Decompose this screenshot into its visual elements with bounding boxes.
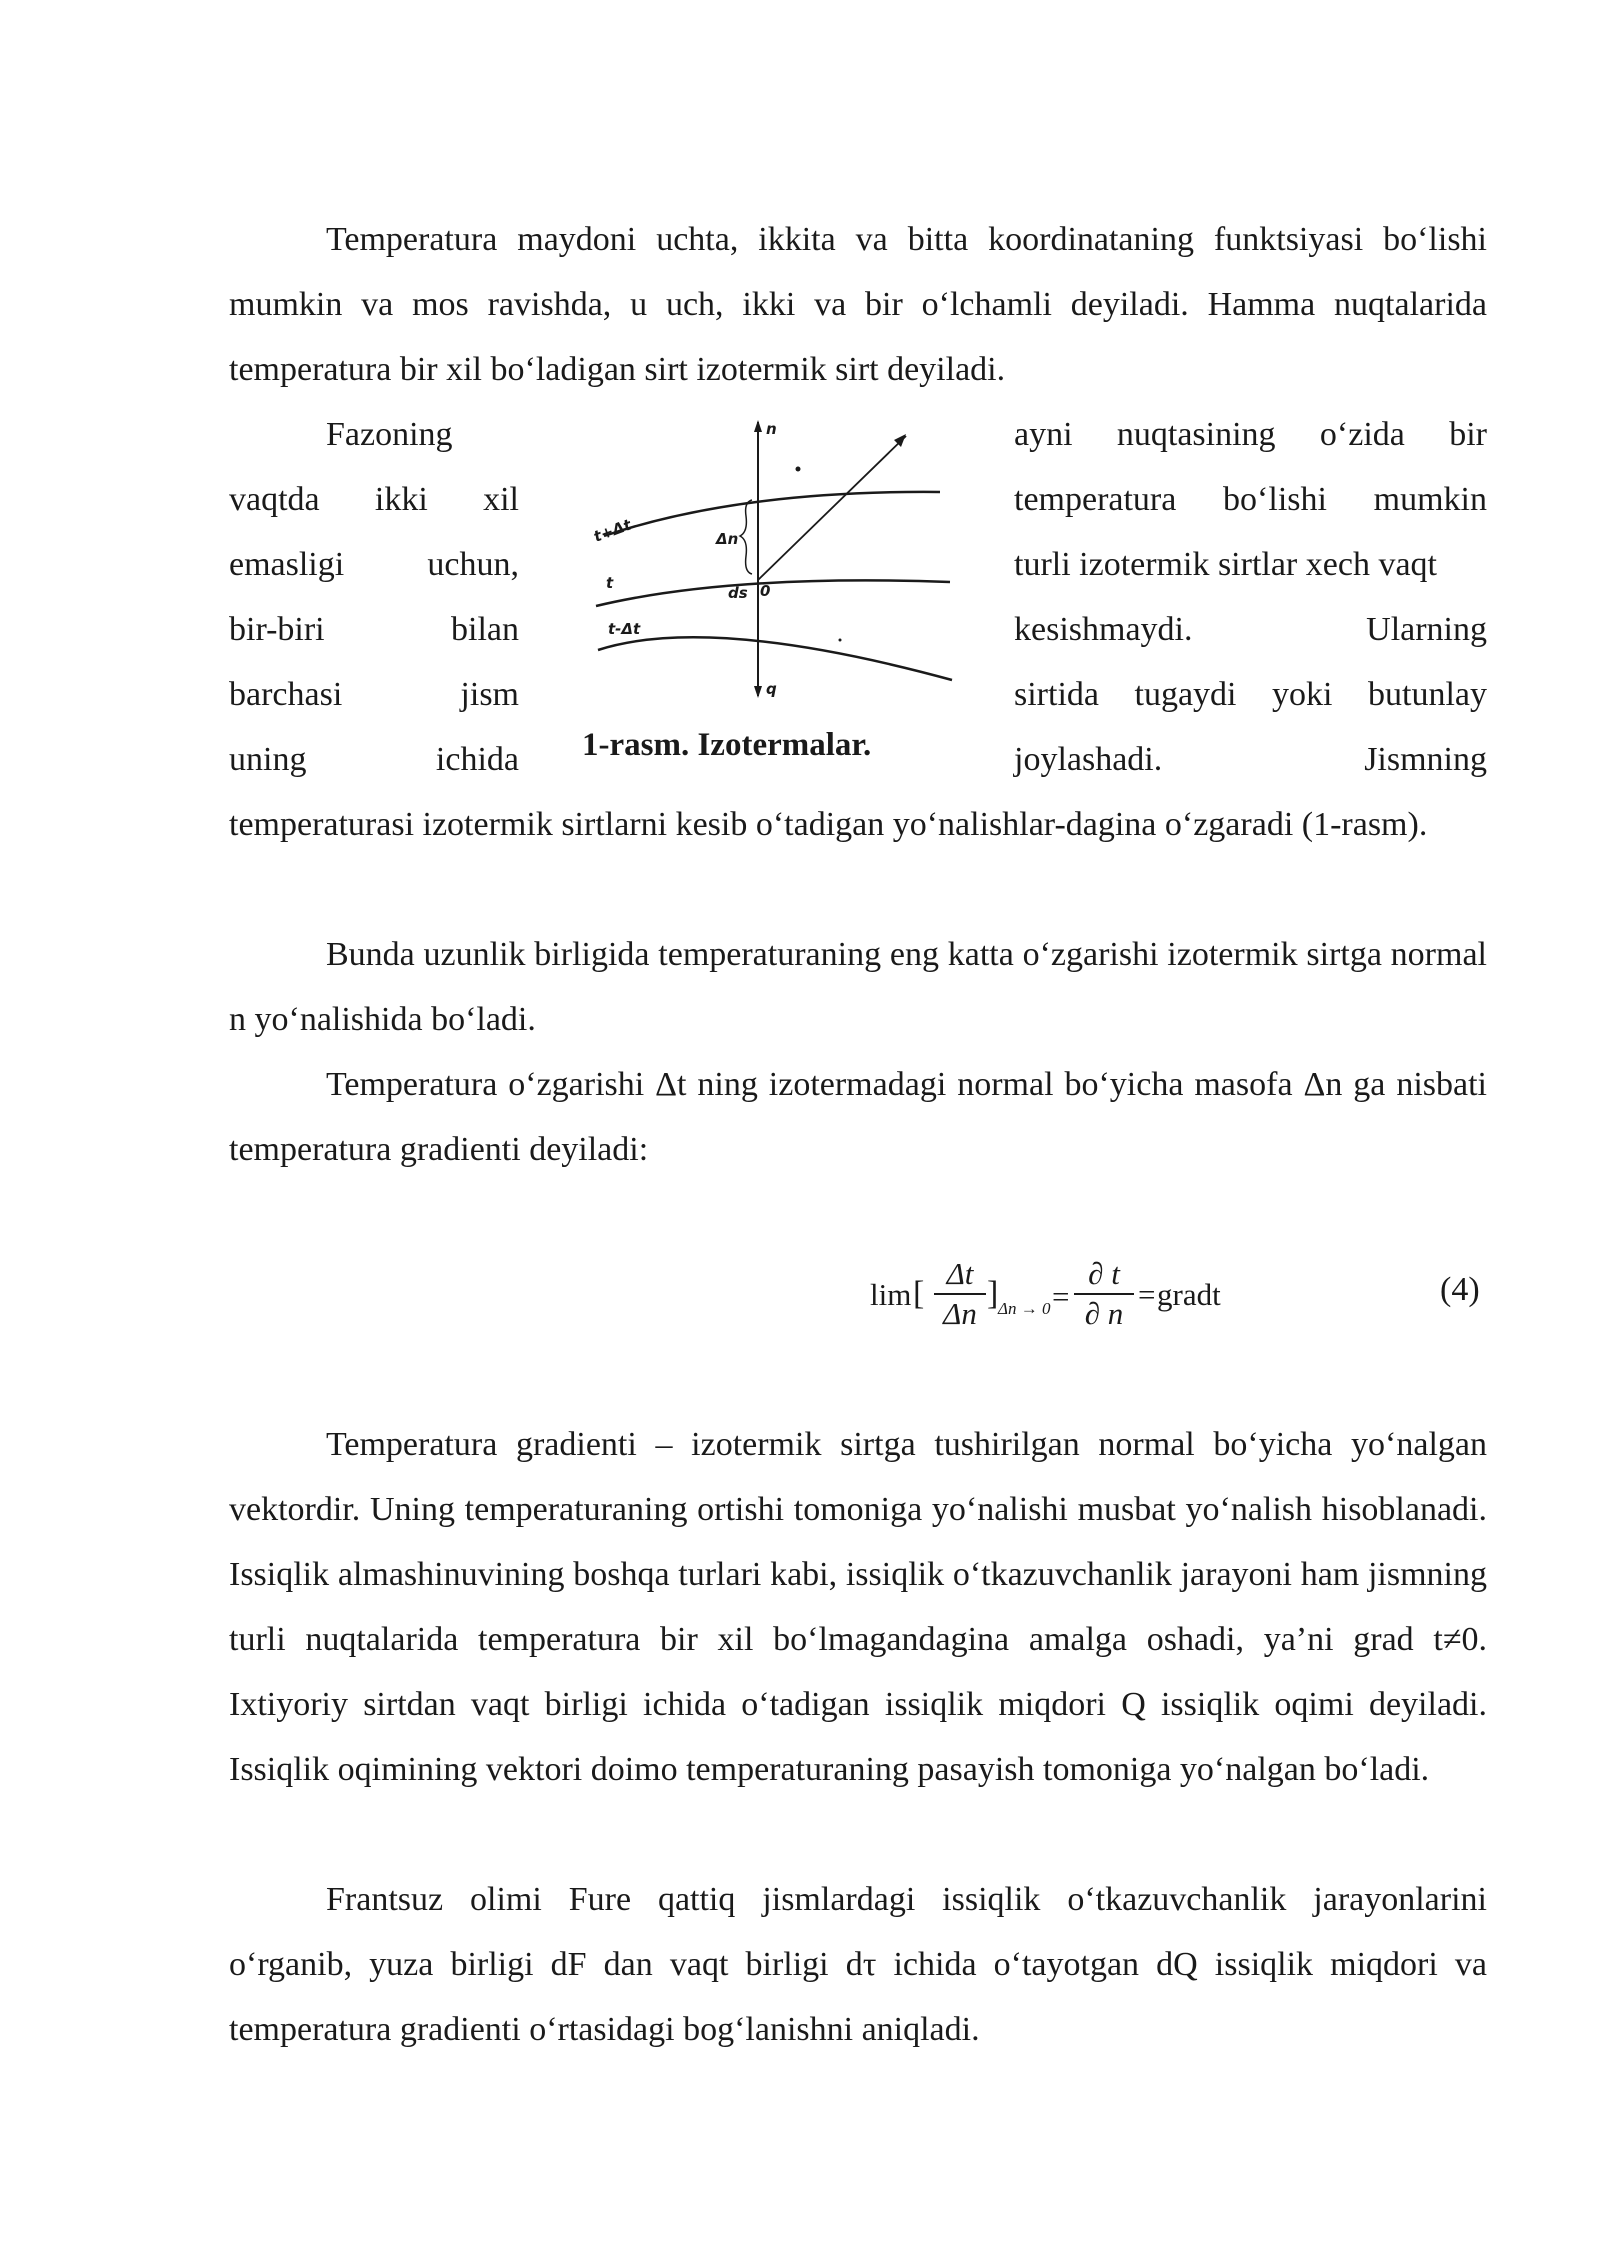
word: ichida: [435, 741, 519, 778]
word: nuqtasining: [1116, 416, 1276, 453]
word: temperatura: [1014, 481, 1177, 518]
left-row-5: [229, 662, 519, 727]
word: tugaydi: [1134, 676, 1237, 713]
fraction-numerator: ∂ t: [1088, 1256, 1120, 1291]
right-row-2: [1014, 467, 1487, 532]
right-row-6: [1014, 727, 1487, 792]
word: o‘zida: [1319, 416, 1405, 453]
formula-equals: =: [1138, 1277, 1156, 1312]
word: bilan: [451, 611, 519, 648]
word: Ularning: [1366, 611, 1487, 648]
label-delta-n: Δn: [716, 530, 739, 548]
fraction-denominator: ∂ n: [1084, 1296, 1124, 1331]
word: bo‘lishi: [1223, 481, 1327, 518]
left-row-1: [229, 402, 519, 467]
word: emasligi: [229, 546, 345, 583]
word: ikki: [374, 481, 428, 518]
isotherm-diagram: [560, 414, 980, 714]
word: bir: [1449, 416, 1487, 453]
n-arrowhead: [754, 420, 762, 432]
gradient-formula: [870, 1245, 1250, 1355]
paragraph-3: Bunda uzunlik birligida temperaturaning eng katta o‘zgarishi izotermik sirtga normal n yo‘nalishida bo‘ladi.: [229, 936, 1487, 1038]
point-mark: [839, 639, 842, 642]
word: jism: [460, 676, 519, 713]
fraction-numerator: Δt: [946, 1256, 974, 1291]
left-text-column: [229, 402, 519, 792]
label-n: n: [766, 420, 777, 438]
fraction-denominator: Δn: [943, 1296, 977, 1331]
word: xil: [483, 481, 519, 518]
formula-lim: lim: [870, 1277, 912, 1312]
paragraph-2-tail: temperaturasi izotermik sirtlarni kesib o‘tadigan yo‘nalishlar-dagina o‘zgaradi (1-rasm).: [229, 806, 1428, 843]
paragraph-4: Temperatura o‘zgarishi Δt ning izotermadagi normal bo‘yicha masofa Δn ga nisbati temperatura gradienti deyiladi:: [229, 1066, 1487, 1168]
word-group: turli izotermik sirtlar xech vaqt: [1014, 546, 1437, 583]
label-t-minus-delta: t-Δt: [608, 620, 641, 638]
paragraph-5: Temperatura gradienti – izotermik sirtga tushirilgan normal bo‘yicha yo‘nalgan vektordir. Uning temperaturaning ortishi tomoniga yo‘nalishi musbat yo‘nalish hisoblanadi. Issiqlik almashinuvining boshqa turlari kabi, issiqlik o‘tkazuvchanlik jarayoni ham jismning turli nuqtalarida temperatura bir xil bo‘lmagandagina amalga oshadi, ya’ni grad t≠0. Ixtiyoriy sirtdan vaqt birligi ichida o‘tadigan issiqlik miqdori Q issiqlik oqimi deyiladi. Issiqlik oqimining vektori doimo temperaturaning pasayish tomoniga yo‘nalgan bo‘ladi.: [229, 1426, 1487, 1788]
word: ayni: [1014, 416, 1073, 453]
paragraph-6: Frantsuz olimi Fure qattiq jismlardagi issiqlik o‘tkazuvchanlik jarayonlarini o‘rganib, yuza birligi dF dan vaqt birligi dτ ichida o‘tayotgan dQ issiqlik miqdori va temperatura gradienti o‘rtasidagi bog‘lanishni aniqladi.: [229, 1881, 1487, 2048]
label-origin: 0: [760, 582, 771, 600]
right-row-4: [1014, 597, 1487, 662]
label-q: q: [766, 680, 777, 698]
word: vaqtda: [229, 481, 320, 518]
diagonal-ray: [758, 436, 906, 580]
word: mumkin: [1373, 481, 1487, 518]
paragraph-1: Temperatura maydoni uchta, ikkita va bitta koordinataning funktsiyasi bo‘lishi mumkin va mos ravishda, u uch, ikki va bir o‘lchamli deyiladi. Hamma nuqtalarida temperatura bir xil bo‘ladigan sirt izotermik sirt deyiladi.: [229, 221, 1487, 388]
isotherm-middle-curve: [596, 580, 950, 606]
label-t-plus-delta: t+Δt: [591, 515, 634, 546]
word: joylashadi.: [1014, 741, 1163, 778]
left-row-6: [229, 727, 519, 792]
word: uning: [229, 741, 307, 778]
formula-equals: =: [1052, 1279, 1070, 1314]
figure-caption: 1-rasm. Izotermalar.: [582, 727, 872, 763]
isotherm-figure: [560, 414, 980, 714]
right-row-3: [1014, 532, 1487, 597]
word: uchun,: [427, 546, 519, 583]
formula-rhs: gradt: [1157, 1277, 1221, 1312]
q-arrowhead: [754, 686, 762, 698]
right-text-column: [1014, 402, 1487, 792]
delta-n-brace: [740, 500, 752, 574]
label-t: t: [606, 574, 614, 592]
right-row-1: [1014, 402, 1487, 467]
left-row-4: [229, 597, 519, 662]
point-mark: [796, 467, 801, 472]
word: bir-biri: [229, 611, 325, 648]
formula-close-bracket: ]: [987, 1275, 999, 1312]
formula-fraction-delta: [934, 1255, 986, 1333]
label-ds: ds: [728, 584, 748, 602]
isotherm-lower-curve: [598, 637, 952, 680]
word: barchasi: [229, 676, 343, 713]
word: sirtida: [1014, 676, 1099, 713]
word: butunlay: [1368, 676, 1487, 713]
equation-number: (4): [1440, 1271, 1480, 1308]
formula-open-bracket: [: [913, 1275, 925, 1312]
formula-limit-subscript: Δn → 0: [998, 1299, 1051, 1318]
left-row-3: [229, 532, 519, 597]
word: Jismning: [1364, 741, 1487, 778]
formula-fraction-partial: [1074, 1255, 1134, 1333]
word: kesishmaydi.: [1014, 611, 1193, 648]
word: yoki: [1272, 676, 1333, 713]
isotherm-upper-curve: [604, 492, 940, 536]
right-row-5: [1014, 662, 1487, 727]
word: Fazoning: [326, 416, 453, 453]
left-row-2: [229, 467, 519, 532]
